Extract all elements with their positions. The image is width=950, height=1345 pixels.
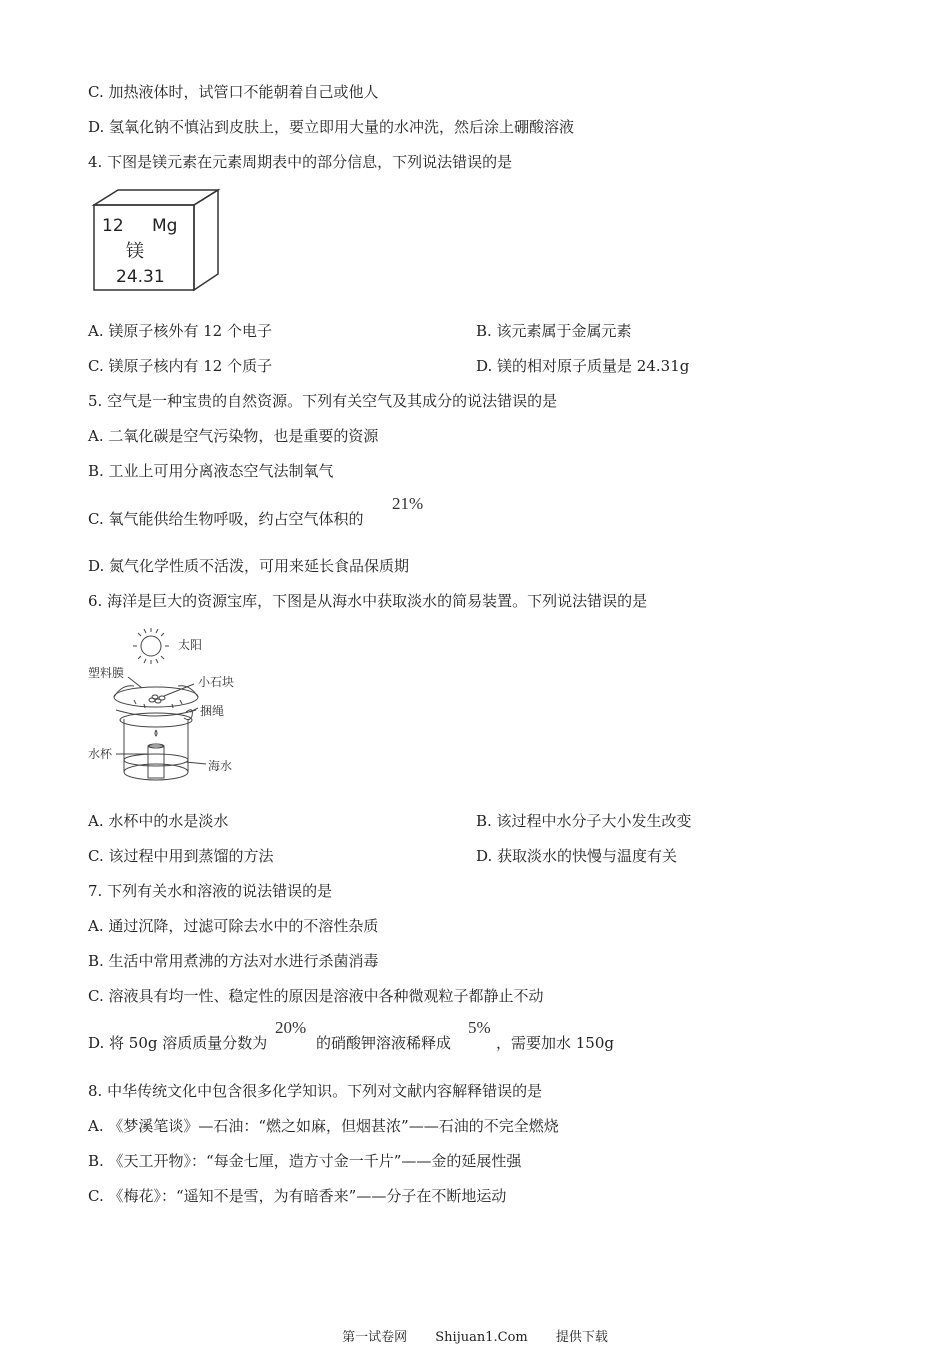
q7-d-percent-5: 5% [468, 1018, 491, 1037]
q7-option-c: C. 溶液具有均一性、稳定性的原因是溶液中各种微观粒子都静止不动 [88, 987, 544, 1005]
q8-stem: 8. 中华传统文化中包含很多化学知识。下列对文献内容解释错误的是 [88, 1082, 543, 1100]
q4-option-b: B. 该元素属于金属元素 [476, 322, 632, 340]
q6-option-c: C. 该过程中用到蒸馏的方法 [88, 847, 274, 865]
footer-site: 第一试卷网 [342, 1330, 408, 1345]
q5-stem: 5. 空气是一种宝贵的自然资源。下列有关空气及其成分的说法错误的是 [88, 392, 558, 410]
atomic-mass: 24.31 [116, 267, 165, 287]
desalination-apparatus-diagram [86, 622, 256, 788]
footer-note: 提供下载 [555, 1330, 608, 1345]
q5-option-c: C. 氧气能供给生物呼吸，约占空气体积的 [88, 510, 364, 528]
q7-option-d-part1: D. 将 50g 溶质质量分数为 [88, 1034, 268, 1052]
q4-option-c: C. 镁原子核内有 12 个质子 [88, 357, 273, 375]
q6-option-b: B. 该过程中水分子大小发生改变 [476, 812, 692, 830]
q8-option-c: C. 《梅花》：“遥知不是雪，为有暗香来”——分子在不断地运动 [88, 1187, 507, 1205]
q6-option-d: D. 获取淡水的快慢与温度有关 [476, 847, 678, 865]
label-film: 塑料膜 [88, 666, 125, 680]
element-symbol: Mg [152, 216, 178, 236]
q7-option-b: B. 生活中常用煮沸的方法对水进行杀菌消毒 [88, 952, 379, 970]
label-stone: 小石块 [198, 675, 235, 689]
q6-stem: 6. 海洋是巨大的资源宝库，下图是从海水中获取淡水的简易装置。下列说法错误的是 [88, 592, 648, 610]
magnesium-element-card [90, 188, 224, 296]
q7-option-d-part2: 的硝酸钾溶液稀释成 [316, 1034, 452, 1052]
q8-option-b: B. 《天工开物》：“每金七厘，造方寸金一千片”——金的延展性强 [88, 1152, 522, 1170]
q5-option-a: A. 二氧化碳是空气污染物，也是重要的资源 [88, 427, 379, 445]
q4-option-d: D. 镁的相对原子质量是 24.31g [476, 357, 690, 375]
q6-option-a: A. 水杯中的水是淡水 [88, 812, 229, 830]
q7-option-a: A. 通过沉降，过滤可除去水中的不溶性杂质 [88, 917, 379, 935]
q3-option-c: C. 加热液体时，试管口不能朝着自己或他人 [88, 83, 379, 101]
q5-option-b: B. 工业上可用分离液态空气法制氧气 [88, 462, 334, 480]
q5-c-percent: 21% [392, 494, 424, 513]
q4-option-a: A. 镁原子核外有 12 个电子 [88, 322, 272, 340]
q4-stem: 4. 下图是镁元素在元素周期表中的部分信息，下列说法错误的是 [88, 153, 513, 171]
element-name: 镁 [126, 241, 144, 262]
label-seawater: 海水 [208, 759, 233, 773]
q7-d-percent-20: 20% [275, 1018, 307, 1037]
sun-icon [133, 628, 169, 664]
q3-option-d: D. 氢氧化钠不慎沾到皮肤上，要立即用大量的水冲洗，然后涂上硼酸溶液 [88, 118, 575, 136]
atomic-number: 12 [102, 216, 124, 236]
q7-option-d-part3: ，需要加水 150g [496, 1034, 615, 1052]
label-sun: 太阳 [178, 638, 203, 652]
label-rope: 捆绳 [200, 704, 225, 718]
q5-option-d: D. 氮气化学性质不活泼，可用来延长食品保质期 [88, 557, 410, 575]
q7-stem: 7. 下列有关水和溶液的说法错误的是 [88, 882, 333, 900]
footer-domain[interactable]: Shijuan1.Com [435, 1330, 528, 1345]
label-cup: 水杯 [88, 747, 113, 761]
q8-option-a: A. 《梦溪笔谈》—石油：“燃之如麻，但烟甚浓”——石油的不完全燃烧 [88, 1117, 559, 1135]
page-footer [0, 1326, 950, 1345]
